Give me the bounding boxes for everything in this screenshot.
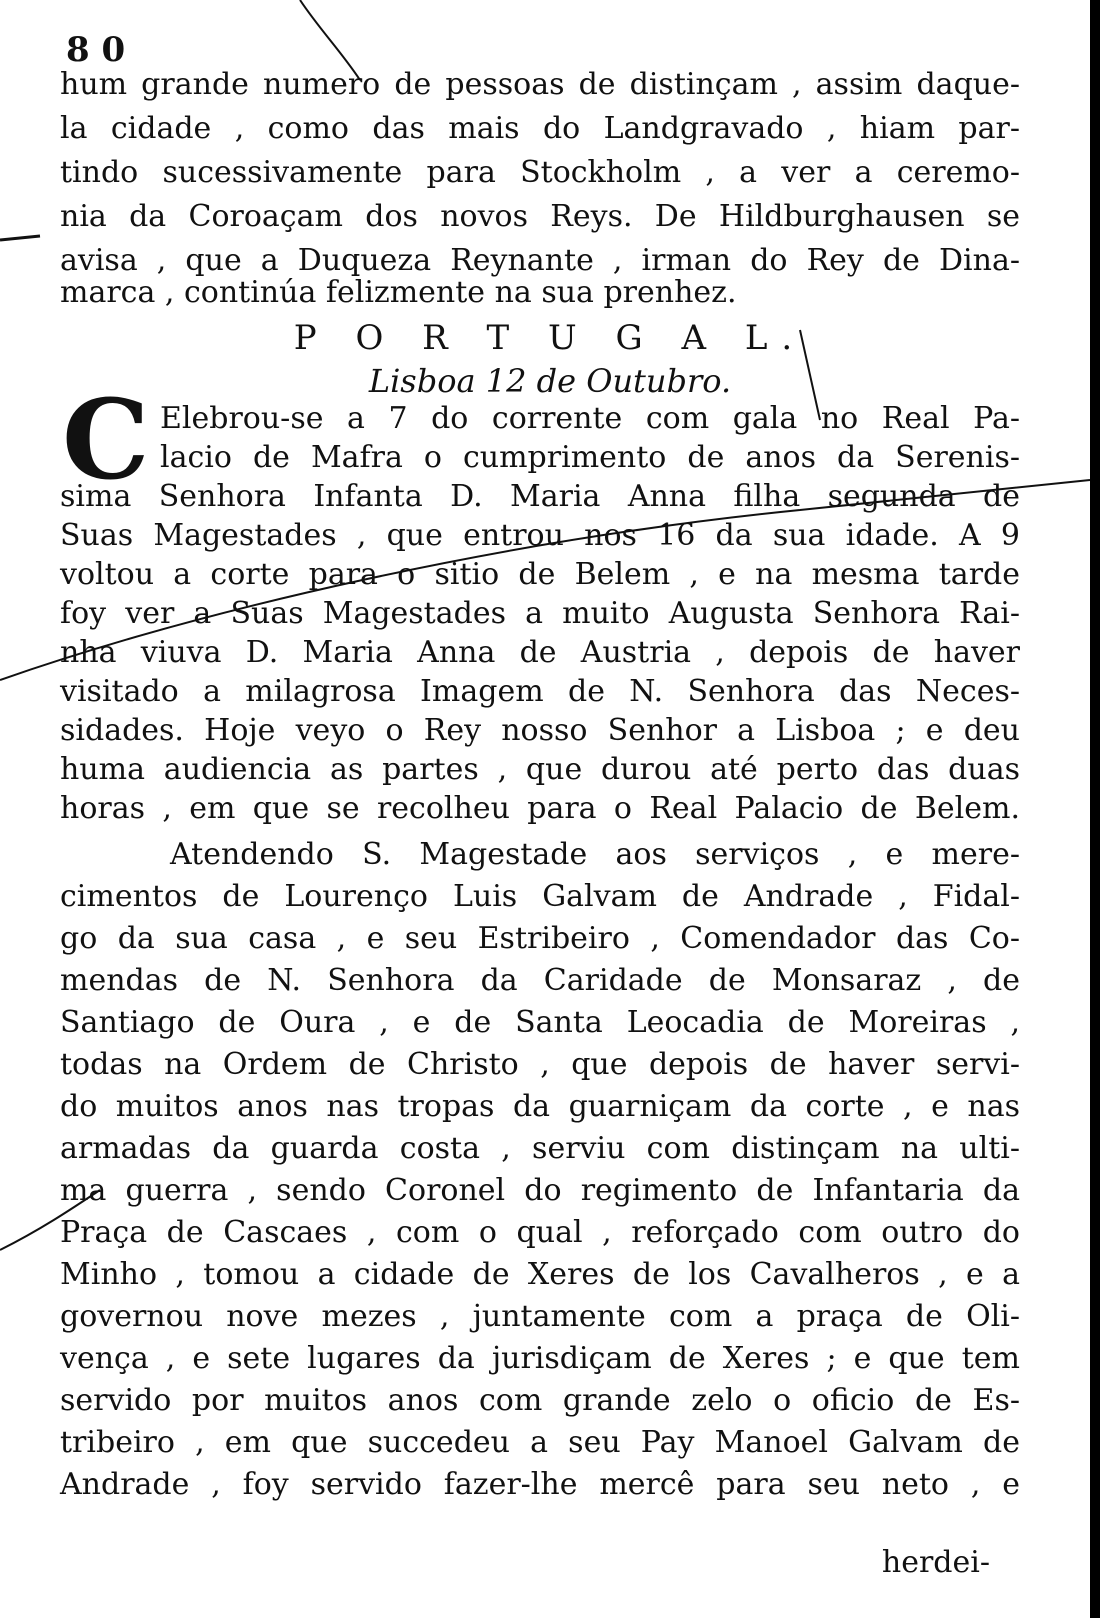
text-line: go da sua casa , e seu Estribeiro , Comendador das Co- — [60, 921, 1020, 956]
text-line: cimentos de Lourenço Luis Galvam de Andrade , Fidal- — [60, 879, 1020, 914]
text-line: nha viuva D. Maria Anna de Austria , depois de haver — [60, 635, 1020, 670]
text-line: Elebrou-se a 7 do corrente com gala no Real Pa- — [160, 401, 1020, 436]
text-line: do muitos anos nas tropas da guarniçam da corte , e nas — [60, 1089, 1020, 1124]
text-line: sima Senhora Infanta D. Maria Anna filha segunda de — [60, 479, 1020, 514]
text-line: marca , continúa felizmente na sua prenhez. — [60, 275, 737, 310]
text-line: todas na Ordem de Christo , que depois de haver servi- — [60, 1047, 1020, 1082]
text-line: huma audiencia as partes , que durou até perto das duas — [60, 752, 1020, 787]
text-line: Praça de Cascaes , com o qual , reforçado com outro do — [60, 1215, 1020, 1250]
text-line: mendas de N. Senhora da Caridade de Monsaraz , de — [60, 963, 1020, 998]
catchword: herdei- — [881, 1545, 990, 1580]
text-line: armadas da guarda costa , serviu com distinçam na ulti- — [60, 1131, 1020, 1166]
text-line: Andrade , foy servido fazer-lhe mercê para seu neto , e — [60, 1467, 1020, 1502]
text-line: Santiago de Oura , e de Santa Leocadia de Moreiras , — [60, 1005, 1020, 1040]
page-number: 8 0 — [66, 30, 126, 70]
text-line: tribeiro , em que succedeu a seu Pay Manoel Galvam de — [60, 1425, 1020, 1460]
text-line: foy ver a Suas Magestades a muito Augusta Senhora Rai- — [60, 596, 1020, 631]
section-heading: P O R T U G A L. — [293, 318, 807, 358]
text-line: voltou a corte para o sitio de Belem , e na mesma tarde — [60, 557, 1020, 592]
scan-border — [1090, 0, 1100, 1618]
text-line: governou nove mezes , juntamente com a praça de Oli- — [60, 1299, 1020, 1334]
text-line: lacio de Mafra o cumprimento de anos da Serenis- — [160, 440, 1020, 475]
text-line: la cidade , como das mais do Landgravado , hiam par- — [60, 111, 1020, 146]
text-line: ma guerra , sendo Coronel do regimento de Infantaria da — [60, 1173, 1020, 1208]
text-line: Atendendo S. Magestade aos serviços , e mere- — [170, 837, 1020, 872]
text-line: avisa , que a Duqueza Reynante , irman do Rey de Dina- — [60, 243, 1020, 278]
drop-cap: C — [62, 375, 150, 504]
text-line: horas , em que se recolheu para o Real Palacio de Belem. — [60, 791, 1020, 826]
text-line: sidades. Hoje veyo o Rey nosso Senhor a Lisboa ; e deu — [60, 713, 1020, 748]
text-line: servido por muitos anos com grande zelo o oficio de Es- — [60, 1383, 1020, 1418]
dateline: Lisboa 12 de Outubro. — [368, 362, 732, 400]
text-line: hum grande numero de pessoas de distinçam , assim daque- — [60, 67, 1020, 102]
text-line: Minho , tomou a cidade de Xeres de los Cavalheros , e a — [60, 1257, 1020, 1292]
text-line: vença , e sete lugares da jurisdiçam de Xeres ; e que tem — [60, 1341, 1020, 1376]
text-line: visitado a milagrosa Imagem de N. Senhora das Neces- — [60, 674, 1020, 709]
text-line: tindo sucessivamente para Stockholm , a ver a ceremo- — [60, 155, 1020, 190]
text-line: nia da Coroaçam dos novos Reys. De Hildburghausen se — [60, 199, 1020, 234]
text-line: Suas Magestades , que entrou nos 16 da sua idade. A 9 — [60, 518, 1020, 553]
